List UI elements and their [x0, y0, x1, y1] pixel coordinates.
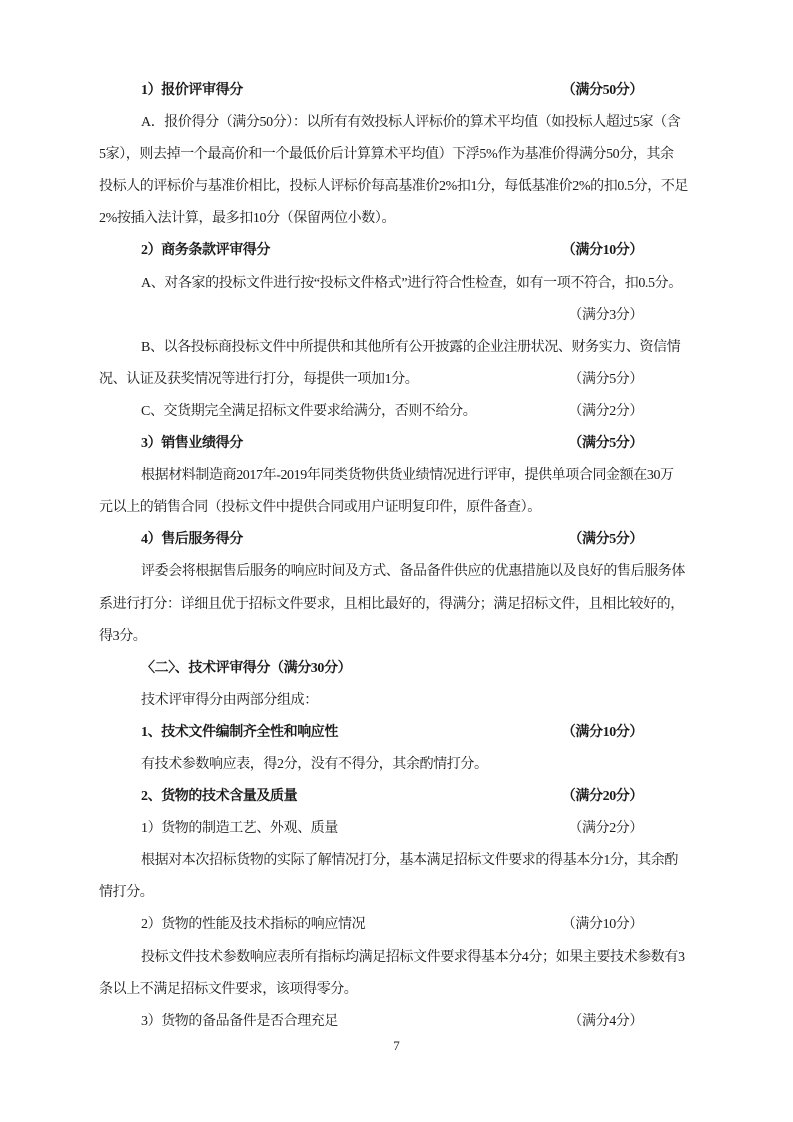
text-line — [99, 909, 700, 941]
text-line — [99, 877, 700, 909]
text-line — [99, 749, 700, 781]
text-line — [99, 268, 700, 300]
score-label: （满分4分） — [568, 1013, 643, 1029]
line-text: 投标人的评标价与基准价相比，投标人评标价每高基准价2%扣1分，每低基准价2%的扣0.5分，不足 — [99, 179, 689, 195]
score-label: （满分3分） — [568, 307, 643, 323]
text-line — [99, 364, 700, 396]
heading-line — [99, 235, 700, 267]
score-label: （满分2分） — [568, 403, 643, 419]
line-text: 情打分。 — [99, 885, 154, 901]
document-body — [99, 75, 700, 1038]
line-text: 投标文件技术参数响应表所有指标均满足招标文件要求得基本分4分；如果主要技术参数有3 — [141, 949, 685, 965]
line-text: 条以上不满足招标文件要求，该项得零分。 — [99, 981, 358, 997]
page-number: 7 — [393, 1038, 400, 1053]
text-line — [99, 1006, 700, 1038]
line-text: 3）销售业绩得分 — [141, 436, 243, 452]
score-label: （满分2分） — [568, 821, 643, 837]
line-text: 1、技术文件编制齐全性和响应性 — [141, 724, 338, 740]
text-line — [99, 203, 700, 235]
text-line — [99, 685, 700, 717]
heading-line — [99, 75, 700, 107]
text-line — [99, 171, 700, 203]
score-label: （满分5分） — [568, 532, 643, 548]
line-text: 2、货物的技术含量及质量 — [141, 789, 298, 805]
score-label: （满分10分） — [561, 724, 643, 740]
text-line — [99, 300, 700, 332]
line-text: C、交货期完全满足招标文件要求给满分，否则不给分。 — [141, 403, 477, 419]
line-text: 根据材料制造商2017年-2019年同类货物供货业绩情况进行评审，提供单项合同金额在30万 — [141, 468, 674, 484]
text-line — [99, 813, 700, 845]
text-line — [99, 396, 700, 428]
line-text: 评委会将根据售后服务的响应时间及方式、备品备件供应的优惠措施以及良好的售后服务体 — [141, 564, 685, 580]
line-text: 有技术参数响应表，得2分，没有不得分，其余酌情打分。 — [141, 756, 488, 772]
line-text: 〈二〉、技术评审得分（满分30分） — [141, 660, 352, 676]
text-line — [99, 332, 700, 364]
line-text: 5家），则去掉一个最高价和一个最低价后计算算术平均值）下浮5%作为基准价得满分50分，其余 — [99, 147, 674, 163]
line-text: 1）报价评审得分 — [141, 83, 243, 98]
line-text: B、以各投标商投标文件中所提供和其他所有公开披露的企业注册状况、财务实力、资信情 — [141, 339, 681, 355]
line-text: 技术评审得分由两部分组成： — [141, 692, 318, 708]
text-line — [99, 621, 700, 653]
line-text: 2%按插入法计算，最多扣10分（保留两位小数）。 — [99, 211, 396, 227]
line-text: 元以上的销售合同（投标文件中提供合同或用户证明复印件，原件备查）。 — [99, 500, 541, 516]
line-text: 系进行打分：详细且优于招标文件要求，且相比最好的，得满分；满足招标文件，且相比较好的， — [99, 596, 684, 612]
heading-line — [99, 781, 700, 813]
text-line — [99, 460, 700, 492]
line-text: 2）商务条款评审得分 — [141, 243, 270, 259]
line-text: 4）售后服务得分 — [141, 532, 243, 548]
text-line — [99, 556, 700, 588]
heading-line — [99, 428, 700, 460]
line-text: 2）货物的性能及技术指标的响应情况 — [141, 917, 366, 933]
heading-line — [99, 524, 700, 556]
score-label: （满分5分） — [568, 371, 643, 387]
text-line — [99, 974, 700, 1006]
line-text: 得3分。 — [99, 628, 147, 644]
heading-line — [99, 653, 700, 685]
line-text: 根据对本次招标货物的实际了解情况打分，基本满足招标文件要求的得基本分1分，其余酌 — [141, 853, 678, 869]
line-text: 3）货物的备品备件是否合理充足 — [141, 1013, 338, 1029]
heading-line — [99, 717, 700, 749]
score-label: （满分10分） — [561, 243, 643, 259]
score-label: （满分5分） — [568, 436, 643, 452]
text-line — [99, 942, 700, 974]
line-text: 1）货物的制造工艺、外观、质量 — [141, 821, 338, 837]
score-label: （满分10分） — [561, 917, 643, 933]
text-line — [99, 107, 700, 139]
text-line — [99, 139, 700, 171]
line-text: 况、认证及获奖情况等进行打分，每提供一项加1分。 — [99, 371, 419, 387]
text-line — [99, 845, 700, 877]
text-line — [99, 492, 700, 524]
score-label: （满分50分） — [561, 83, 643, 98]
line-text: A、对各家的投标文件进行按“投标文件格式”进行符合性检查，如有一项不符合，扣0.5分。 — [141, 275, 682, 291]
line-text: A．报价得分（满分50分）：以所有有效投标人评标价的算术平均值（如投标人超过5家（含 — [141, 115, 681, 131]
score-label: （满分20分） — [561, 789, 643, 805]
text-line — [99, 589, 700, 621]
